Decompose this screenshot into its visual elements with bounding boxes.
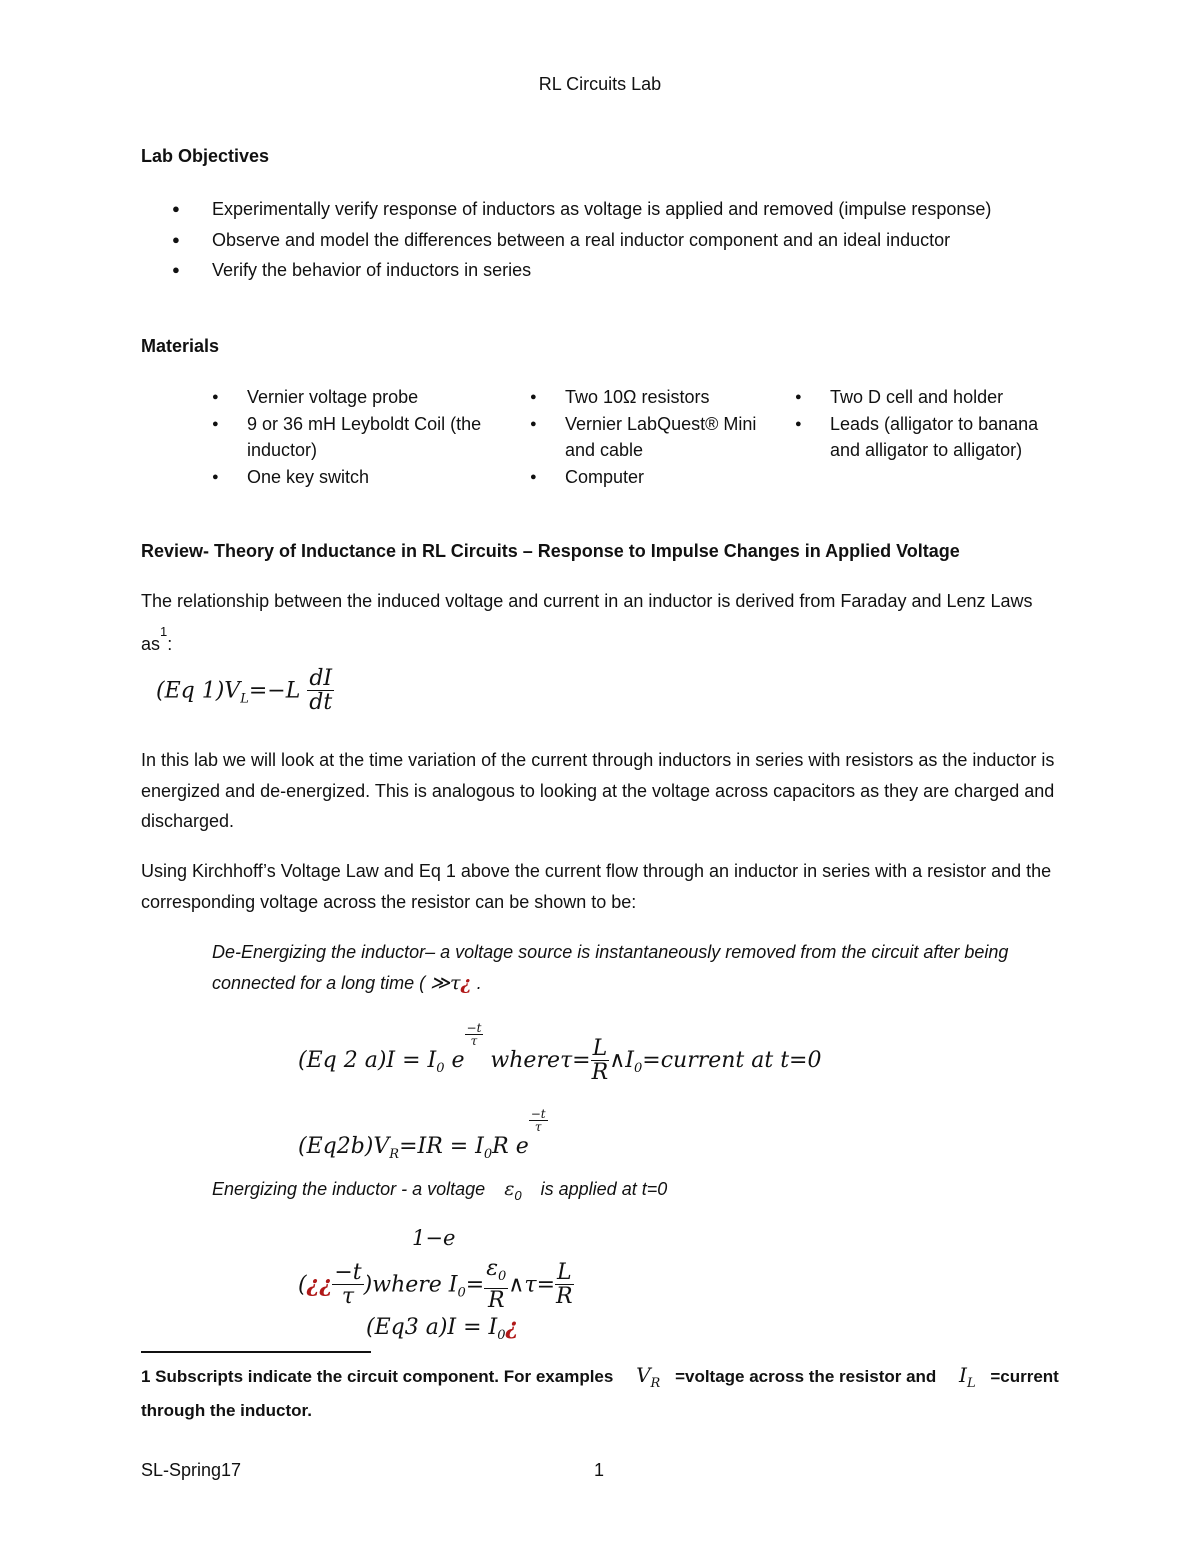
- equation-3a: (Eq3 $a)I = I_0¿$: [366, 1314, 519, 1343]
- list-item: ● Two 10Ω resistors: [530, 384, 760, 411]
- list-item: ● Verify the behavior of inductors in series: [172, 255, 1072, 286]
- paragraph-2: In this lab we will look at the time variation of the current through inductors in series with resistors as the inductor is energized and de-energized. This is analogous to looking at the voltage across capacitors as they are charged and discharged.: [141, 750, 1055, 831]
- footnote-divider: [141, 1351, 371, 1353]
- energize-text: Energizing the inductor - a voltage $\varepsilon_0$ is applied at t=0: [212, 1178, 668, 1203]
- objectives-heading: Lab Objectives: [141, 146, 270, 166]
- footer-left: SL-Spring17: [141, 1460, 242, 1480]
- equation-2a: (Eq 2 $a)I = I_0$ e $\frac{-t}{\tau}$ whereτ= $\frac{L}{R}$ $\wedge I_0=current$ at t=0: [298, 1021, 822, 1085]
- list-item: ● One key switch: [212, 464, 502, 491]
- list-item: ● 9 or 36 mH Leyboldt Coil (the inductor): [212, 411, 502, 464]
- list-item: ● Two D cell and holder: [795, 384, 1070, 411]
- materials-heading: Materials: [141, 336, 220, 356]
- objectives-list: [172, 194, 1072, 286]
- list-item: ● Experimentally verify response of inductors as voltage is applied and removed (impulse response): [172, 194, 1072, 225]
- list-item: ● Vernier LabQuest® Mini and cable: [530, 411, 760, 464]
- equation-1: (Eq $1)V_L=-L$ $\frac{dI}{dt}$: [156, 666, 333, 715]
- equation-3-top: 1−e: [412, 1226, 456, 1250]
- review-heading: Review- Theory of Inductance in RL Circuits – Response to Impulse Changes in Applied Voltage: [141, 541, 960, 561]
- equation-2b: $(Eq2b)V_R=IR = I_0R$ e $\frac{-t}{\tau}$: [298, 1107, 546, 1162]
- footnote: 1 Subscripts indicate the circuit component. For examples $V_R$ =voltage across the resistor and $I_L$ =current through the inductor.: [141, 1363, 1059, 1420]
- materials-column-1: [212, 384, 502, 490]
- list-item: ● Computer: [530, 464, 760, 491]
- materials-column-2: [530, 384, 760, 490]
- list-item: ● Leads (alligator to banana and alligator to alligator): [795, 411, 1070, 464]
- materials-column-3: [795, 384, 1070, 464]
- intro-paragraph: The relationship between the induced voltage and current in an inductor is derived from Faraday and Lenz Laws $as^1$:: [141, 591, 1033, 654]
- equation-3: (¿¿ $\frac{-t}{\tau}$ )where $I_0=$ $\frac{\varepsilon_0}{R}$ ∧τ= $\frac{L}{R}$: [298, 1256, 573, 1313]
- list-item: ● Vernier voltage probe: [212, 384, 502, 411]
- paragraph-3: Using Kirchhoff’s Voltage Law and Eq 1 above the current flow through an inductor in series with a resistor and the corresponding voltage across the resistor can be shown to be:: [141, 861, 1052, 912]
- deenergize-text: De-Energizing the inductor– a voltage source is instantaneously removed from the circuit after being connected for a long time ( ≫τ¿ .: [212, 942, 1009, 994]
- page-header: RL Circuits Lab: [538, 74, 662, 94]
- page-number: 1: [594, 1460, 605, 1480]
- list-item: ● Observe and model the differences between a real inductor component and an ideal inductor: [172, 225, 1072, 256]
